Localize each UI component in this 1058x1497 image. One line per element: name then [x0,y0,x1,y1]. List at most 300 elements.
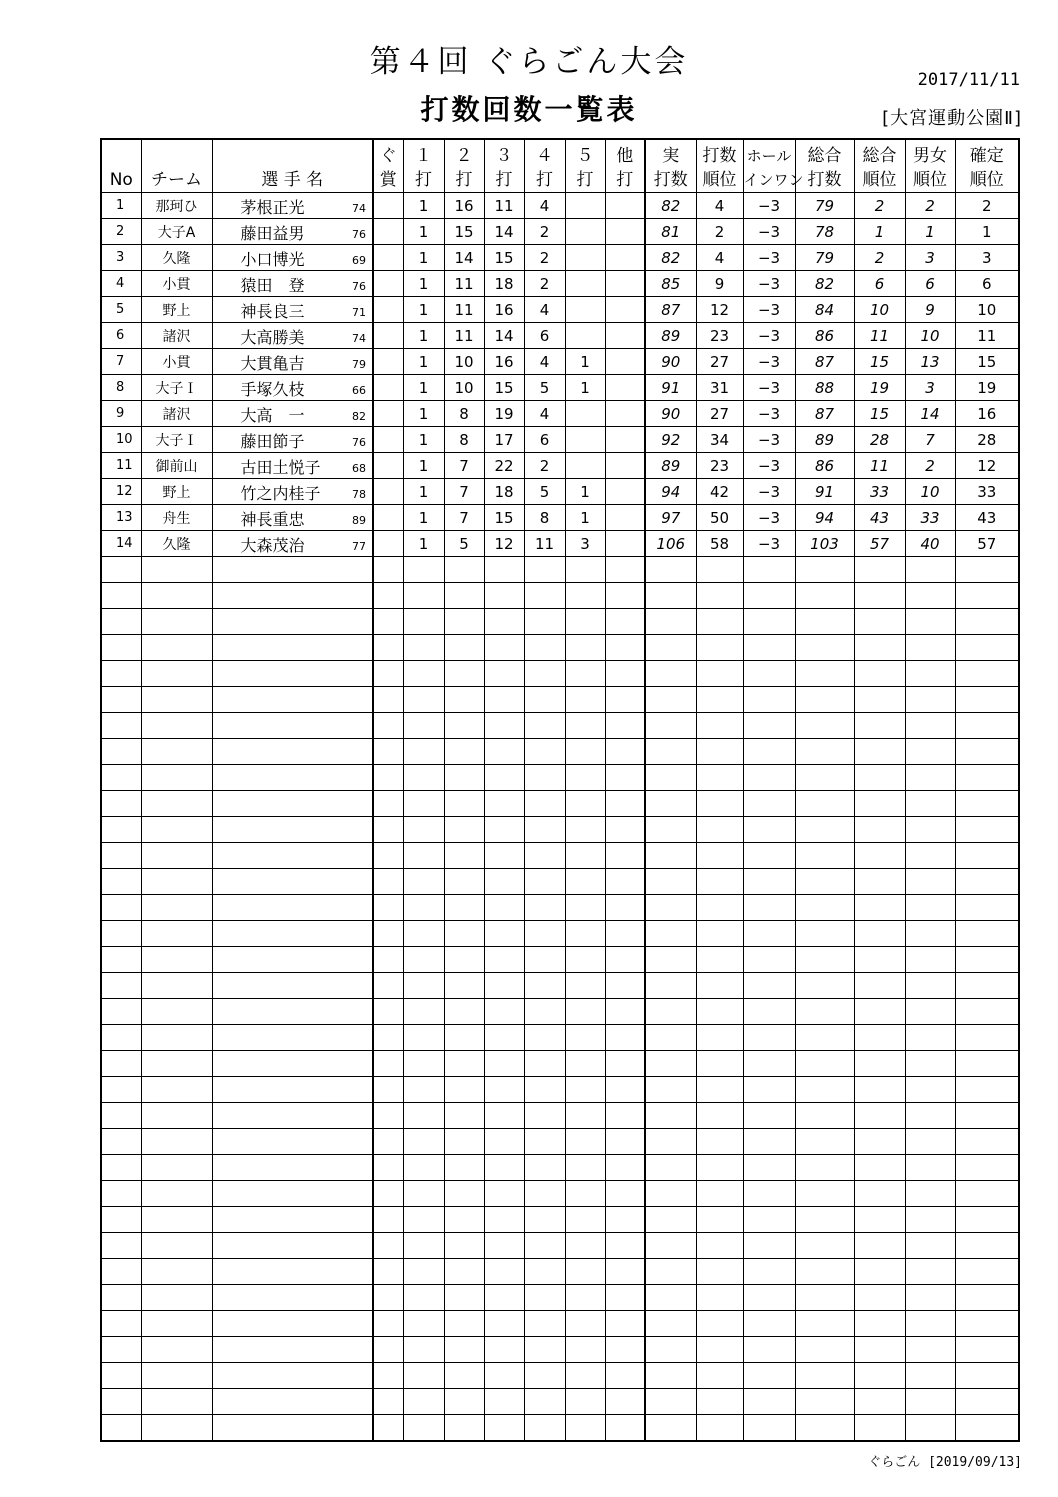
cell-team [141,557,212,583]
cell-s2 [444,1285,484,1311]
cell-name [212,193,373,219]
cell-rank [696,1207,743,1233]
column-header [524,139,565,193]
cell-gu [373,245,403,271]
cell-final-rank: 10 [955,297,1019,323]
cell-name [212,791,373,817]
table-row [101,843,1019,869]
cell-hio [743,1389,795,1415]
cell-gender-rank [905,1129,955,1155]
cell-team: 小貫 [141,271,212,297]
cell-s4 [524,947,565,973]
cell-s2 [444,1233,484,1259]
cell-gender-rank: 7 [905,427,955,453]
column-header-line1: 総合 [807,146,842,166]
cell-s3 [484,1233,524,1259]
cell-s3 [484,1311,524,1337]
cell-no [101,999,141,1025]
cell-hio: −3 [743,245,795,271]
column-header-line1 [213,144,373,168]
cell-final-rank: 33 [955,479,1019,505]
cell-s5 [565,713,605,739]
cell-no [101,1285,141,1311]
cell-name [212,1129,373,1155]
cell-hio [743,843,795,869]
cell-hio [743,1207,795,1233]
cell-s1 [403,1389,444,1415]
table-row [101,869,1019,895]
cell-total-rank: 6 [854,271,905,297]
cell-total [795,1207,854,1233]
cell-hio [743,947,795,973]
cell-s4 [524,843,565,869]
cell-hio [743,817,795,843]
table-row [101,635,1019,661]
cell-name [212,1259,373,1285]
cell-hio [743,791,795,817]
cell-actual [645,1259,696,1285]
cell-total: 79 [795,245,854,271]
cell-name [212,869,373,895]
cell-actual: 82 [645,193,696,219]
cell-final-rank: 43 [955,505,1019,531]
cell-rank [696,1129,743,1155]
cell-other [605,739,645,765]
cell-total [795,1155,854,1181]
player-age: 78 [352,488,366,501]
cell-team: 那珂ひ [141,193,212,219]
table-row [101,245,1019,271]
cell-team [141,973,212,999]
table-row [101,375,1019,401]
cell-team [141,1181,212,1207]
cell-s1: 1 [403,271,444,297]
cell-s5 [565,1129,605,1155]
cell-rank: 2 [696,219,743,245]
cell-other [605,765,645,791]
cell-final-rank [955,1337,1019,1363]
column-header-line1: 打数 [702,146,737,166]
cell-no [101,973,141,999]
cell-total-rank [854,947,905,973]
cell-s1 [403,739,444,765]
cell-actual [645,583,696,609]
cell-no [101,1129,141,1155]
cell-actual: 106 [645,531,696,557]
cell-final-rank [955,1129,1019,1155]
cell-gender-rank [905,1389,955,1415]
cell-total [795,713,854,739]
cell-s4: 5 [524,375,565,401]
cell-other [605,1051,645,1077]
cell-no [101,1025,141,1051]
table-row [101,271,1019,297]
cell-no [101,765,141,791]
table-row [101,1389,1019,1415]
cell-name [212,1025,373,1051]
cell-gu [373,427,403,453]
cell-other [605,219,645,245]
cell-gender-rank [905,999,955,1025]
cell-gu [373,687,403,713]
column-header-line2: No [109,170,133,190]
player-name: 手塚久枝 [240,380,305,399]
cell-s5 [565,869,605,895]
cell-final-rank [955,1207,1019,1233]
cell-s3 [484,1363,524,1389]
cell-other [605,557,645,583]
table-row [101,505,1019,531]
cell-s5 [565,739,605,765]
cell-gender-rank [905,765,955,791]
cell-gender-rank [905,1337,955,1363]
cell-final-rank [955,739,1019,765]
cell-no [101,1155,141,1181]
cell-no [101,1389,141,1415]
cell-no [101,895,141,921]
cell-gender-rank [905,635,955,661]
cell-total-rank [854,817,905,843]
cell-s5 [565,271,605,297]
table-row [101,921,1019,947]
cell-gender-rank [905,1181,955,1207]
cell-other [605,531,645,557]
cell-s5: 1 [565,349,605,375]
column-header [373,139,403,193]
cell-s3 [484,921,524,947]
cell-s1 [403,635,444,661]
cell-total [795,895,854,921]
column-header [795,139,854,193]
cell-hio [743,1155,795,1181]
cell-gu [373,999,403,1025]
column-header-line2: 打 [616,170,634,190]
cell-s3 [484,1077,524,1103]
cell-hio [743,687,795,713]
cell-final-rank [955,921,1019,947]
cell-no [101,635,141,661]
cell-name [212,765,373,791]
cell-s5 [565,895,605,921]
column-header [444,139,484,193]
cell-gu [373,1051,403,1077]
cell-s3 [484,1285,524,1311]
cell-s3: 18 [484,479,524,505]
cell-s4 [524,1181,565,1207]
cell-s4 [524,999,565,1025]
cell-gu [373,349,403,375]
cell-gender-rank [905,1285,955,1311]
cell-s2 [444,1337,484,1363]
column-header-line2: 打 [455,170,473,190]
column-header-line2: 順位 [862,170,897,190]
cell-actual: 94 [645,479,696,505]
cell-hio [743,1233,795,1259]
cell-s1 [403,713,444,739]
cell-s3 [484,1129,524,1155]
cell-actual [645,1129,696,1155]
cell-s2 [444,1415,484,1442]
cell-rank [696,739,743,765]
cell-other [605,1025,645,1051]
cell-actual [645,1051,696,1077]
column-header [743,139,804,193]
cell-gu [373,1311,403,1337]
cell-name [212,453,373,479]
cell-s5 [565,921,605,947]
cell-gender-rank: 3 [905,375,955,401]
cell-actual [645,999,696,1025]
cell-no [101,843,141,869]
cell-s1 [403,1233,444,1259]
cell-s2: 11 [444,271,484,297]
cell-s2: 10 [444,349,484,375]
cell-no: 8 [101,375,141,401]
cell-gu [373,947,403,973]
cell-s2 [444,1077,484,1103]
cell-s2 [444,817,484,843]
cell-name [212,1103,373,1129]
cell-s5: 1 [565,505,605,531]
cell-s4: 11 [524,531,565,557]
column-header-line1: １ [415,146,432,166]
table-row [101,765,1019,791]
cell-final-rank: 16 [955,401,1019,427]
cell-team: 諸沢 [141,401,212,427]
cell-total [795,557,854,583]
cell-total-rank [854,609,905,635]
cell-final-rank: 57 [955,531,1019,557]
cell-name [212,323,373,349]
cell-total [795,817,854,843]
cell-final-rank [955,765,1019,791]
player-name: 神長重忠 [240,510,305,529]
table-row [101,1337,1019,1363]
column-header-line1: ３ [495,146,513,166]
cell-total-rank: 33 [854,479,905,505]
cell-other [605,817,645,843]
cell-s3 [484,973,524,999]
cell-total-rank: 11 [854,323,905,349]
cell-name [212,895,373,921]
cell-total [795,1389,854,1415]
cell-s2 [444,1207,484,1233]
cell-s3: 14 [484,219,524,245]
player-name: 大高勝美 [240,328,305,347]
cell-s1 [403,791,444,817]
cell-hio: −3 [743,479,795,505]
cell-rank [696,921,743,947]
cell-total-rank [854,1311,905,1337]
cell-total: 91 [795,479,854,505]
cell-team [141,1051,212,1077]
cell-total [795,661,854,687]
cell-gender-rank [905,1077,955,1103]
cell-total-rank [854,973,905,999]
cell-s4 [524,713,565,739]
cell-s5: 3 [565,531,605,557]
cell-team [141,843,212,869]
cell-s4 [524,739,565,765]
cell-total [795,1077,854,1103]
table-row [101,323,1019,349]
cell-s5 [565,999,605,1025]
cell-other [605,947,645,973]
cell-total [795,1259,854,1285]
cell-s3: 15 [484,245,524,271]
column-header [905,139,955,193]
cell-gu [373,193,403,219]
cell-team [141,713,212,739]
column-header-line1: ４ [536,146,553,166]
cell-gu [373,791,403,817]
cell-actual [645,687,696,713]
column-header [696,139,743,193]
cell-final-rank: 15 [955,349,1019,375]
cell-name [212,349,373,375]
cell-hio: −3 [743,349,795,375]
cell-final-rank [955,843,1019,869]
cell-name [212,271,373,297]
cell-s1 [403,687,444,713]
cell-actual [645,1025,696,1051]
cell-no: 7 [101,349,141,375]
cell-gu [373,713,403,739]
cell-name [212,479,373,505]
table-row [101,193,1019,219]
cell-actual [645,1337,696,1363]
player-age: 79 [352,358,366,371]
cell-no: 4 [101,271,141,297]
cell-gu [373,1259,403,1285]
cell-other [605,1077,645,1103]
cell-rank [696,765,743,791]
cell-name [212,297,373,323]
table-row [101,1155,1019,1181]
cell-total-rank [854,583,905,609]
cell-other [605,869,645,895]
cell-name [212,1051,373,1077]
cell-team [141,1337,212,1363]
cell-other [605,921,645,947]
cell-final-rank: 19 [955,375,1019,401]
cell-total-rank [854,1285,905,1311]
column-header-line2: 順位 [702,170,737,190]
cell-hio: −3 [743,323,795,349]
cell-total: 88 [795,375,854,401]
cell-name [212,817,373,843]
cell-s2 [444,1051,484,1077]
table-row [101,1363,1019,1389]
cell-s5 [565,1311,605,1337]
cell-total [795,1311,854,1337]
column-header [645,139,696,193]
cell-final-rank [955,1155,1019,1181]
cell-total-rank [854,739,905,765]
cell-s4 [524,1363,565,1389]
cell-rank: 4 [696,193,743,219]
cell-s1 [403,765,444,791]
cell-gu [373,531,403,557]
cell-name [212,843,373,869]
cell-total [795,791,854,817]
cell-hio [743,1129,795,1155]
cell-final-rank [955,1311,1019,1337]
column-header-line2: 打数 [807,170,842,190]
cell-final-rank [955,609,1019,635]
cell-team [141,583,212,609]
cell-total [795,1103,854,1129]
cell-team: 久隆 [141,245,212,271]
cell-s3 [484,1025,524,1051]
cell-team [141,1389,212,1415]
column-header-line2: チーム [151,170,202,190]
table-row [101,947,1019,973]
cell-s2 [444,583,484,609]
table-row [101,1103,1019,1129]
cell-team [141,895,212,921]
cell-final-rank [955,1233,1019,1259]
cell-gu [373,557,403,583]
cell-s4 [524,1233,565,1259]
cell-other [605,323,645,349]
cell-s5 [565,1077,605,1103]
cell-actual: 85 [645,271,696,297]
table-row [101,609,1019,635]
player-name: 神長良三 [240,302,305,321]
cell-team [141,921,212,947]
table-row [101,427,1019,453]
cell-s2: 8 [444,401,484,427]
cell-s2: 11 [444,323,484,349]
cell-s1: 1 [403,401,444,427]
cell-rank [696,1363,743,1389]
cell-team: 野上 [141,297,212,323]
cell-s4 [524,557,565,583]
cell-other [605,895,645,921]
cell-s1 [403,1363,444,1389]
cell-name [212,973,373,999]
cell-s3 [484,557,524,583]
cell-s4 [524,1415,565,1442]
cell-no [101,609,141,635]
cell-s4 [524,687,565,713]
cell-total-rank: 2 [854,245,905,271]
cell-name [212,661,373,687]
cell-s3: 16 [484,297,524,323]
cell-no: 9 [101,401,141,427]
cell-s3: 15 [484,505,524,531]
cell-s1 [403,1025,444,1051]
player-name: 大森茂治 [240,536,305,555]
cell-other [605,999,645,1025]
cell-gender-rank [905,661,955,687]
cell-rank: 50 [696,505,743,531]
cell-name [212,921,373,947]
cell-gu [373,765,403,791]
cell-rank [696,687,743,713]
cell-total [795,1363,854,1389]
cell-final-rank: 28 [955,427,1019,453]
cell-s4 [524,817,565,843]
player-age: 76 [352,228,366,241]
cell-no [101,869,141,895]
cell-actual: 90 [645,401,696,427]
cell-total-rank: 28 [854,427,905,453]
cell-total-rank: 43 [854,505,905,531]
cell-total [795,765,854,791]
cell-s4 [524,1103,565,1129]
